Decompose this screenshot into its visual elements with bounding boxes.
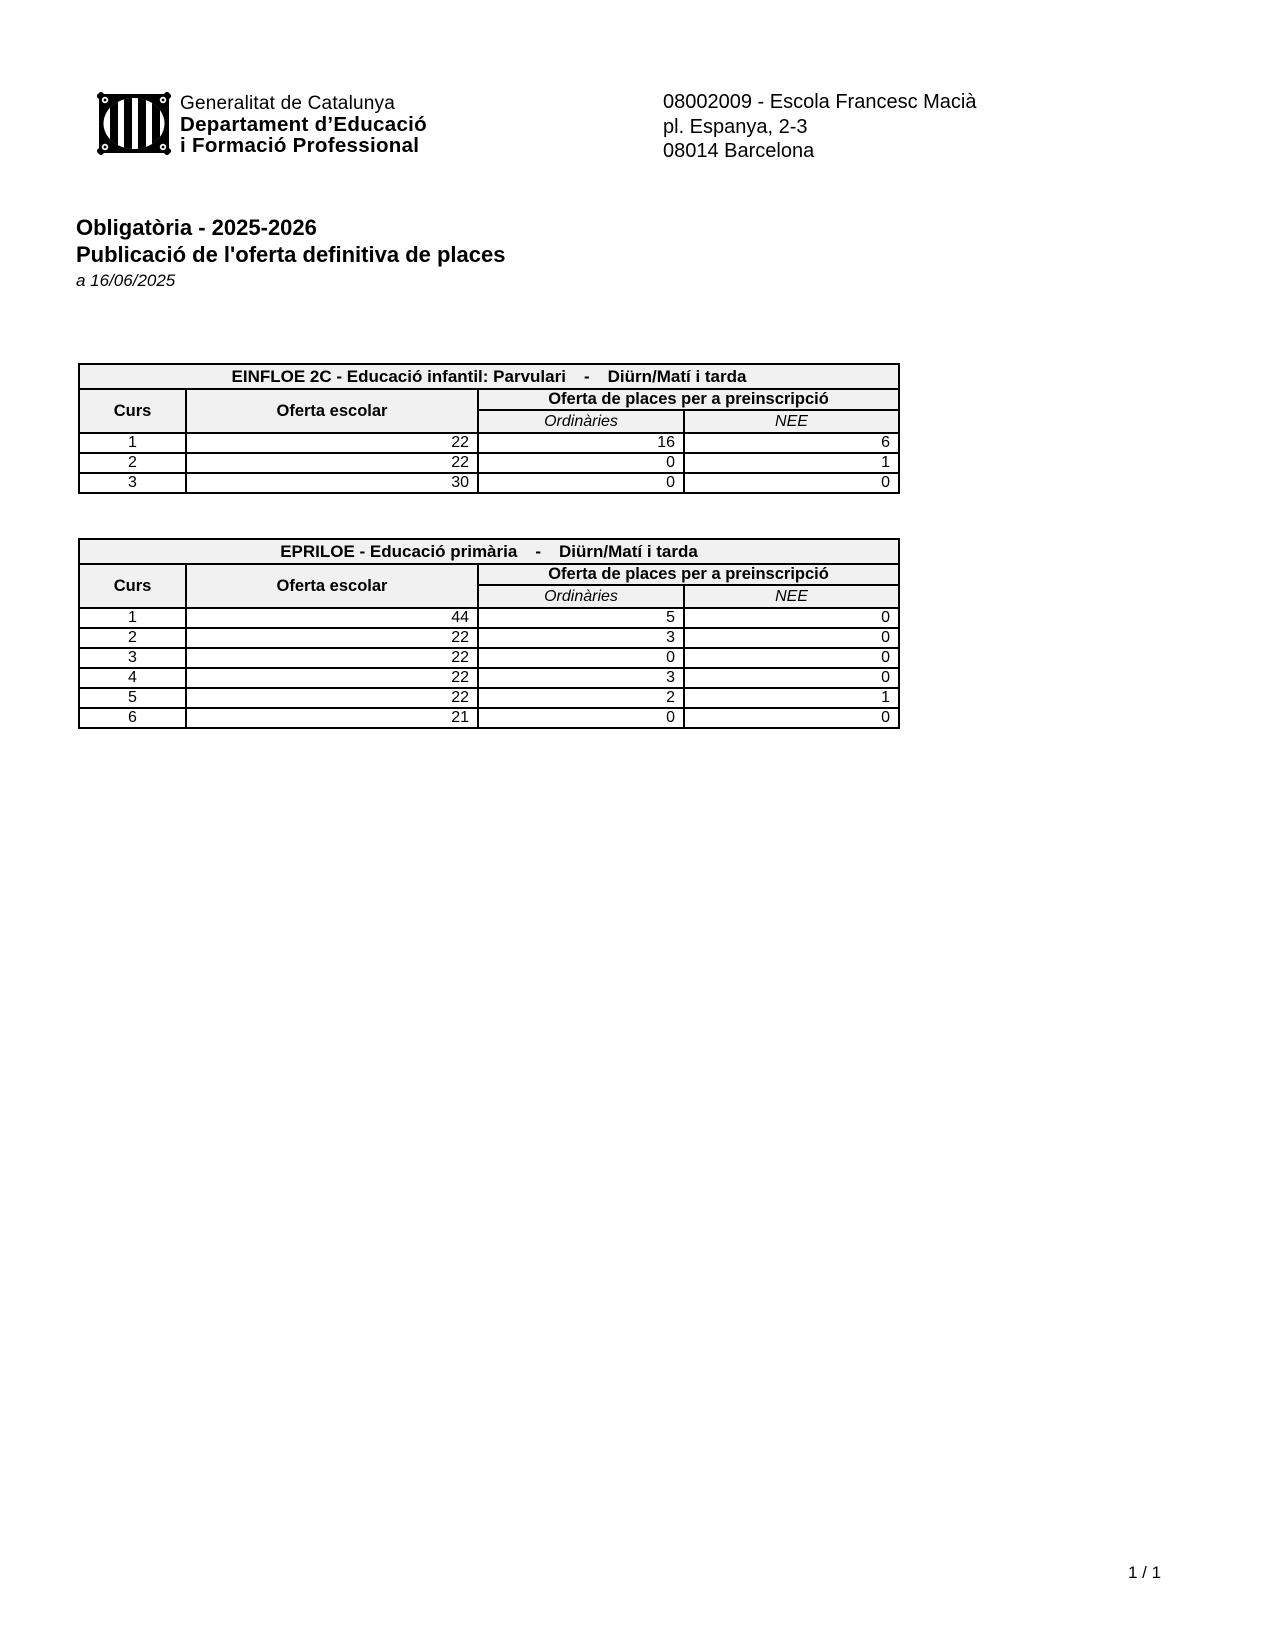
cell-oferta-escolar: 21 bbox=[186, 708, 478, 728]
cell-ordinaries: 16 bbox=[478, 433, 684, 453]
header-ordinaries: Ordinàries bbox=[478, 410, 684, 433]
cell-oferta-escolar: 30 bbox=[186, 473, 478, 493]
cell-nee: 1 bbox=[684, 688, 899, 708]
header-curs: Curs bbox=[79, 564, 186, 608]
cell-curs: 1 bbox=[79, 433, 186, 453]
cell-curs: 6 bbox=[79, 708, 186, 728]
cell-curs: 2 bbox=[79, 628, 186, 648]
table-title bbox=[79, 539, 899, 564]
cell-ordinaries: 5 bbox=[478, 608, 684, 628]
cell-curs: 3 bbox=[79, 473, 186, 493]
header-oferta-places: Oferta de places per a preinscripció bbox=[478, 564, 899, 585]
cell-curs: 2 bbox=[79, 453, 186, 473]
school-city: 08014 Barcelona bbox=[663, 140, 815, 162]
brand-header bbox=[97, 92, 427, 156]
cell-nee: 0 bbox=[684, 708, 899, 728]
cell-oferta-escolar: 22 bbox=[186, 648, 478, 668]
header-oferta-escolar: Oferta escolar bbox=[186, 389, 478, 433]
header-ordinaries: Ordinàries bbox=[478, 585, 684, 608]
cell-curs: 3 bbox=[79, 648, 186, 668]
table-row bbox=[79, 628, 899, 648]
brand-line-formacio: i Formació Professional bbox=[180, 134, 420, 158]
cell-nee: 1 bbox=[684, 453, 899, 473]
cell-oferta-escolar: 22 bbox=[186, 628, 478, 648]
table-header-row bbox=[79, 389, 899, 410]
cell-oferta-escolar: 22 bbox=[186, 668, 478, 688]
cell-nee: 0 bbox=[684, 608, 899, 628]
table-title-right: Diürn/Matí i tarda bbox=[558, 541, 698, 561]
document-title-block bbox=[76, 214, 505, 293]
cell-ordinaries: 3 bbox=[478, 628, 684, 648]
cell-nee: 6 bbox=[684, 433, 899, 453]
brand-line-generalitat: Generalitat de Catalunya bbox=[180, 93, 395, 114]
title-regime: Obligatòria - 2025-2026 bbox=[76, 215, 317, 240]
cell-nee: 0 bbox=[684, 628, 899, 648]
header-oferta-escolar: Oferta escolar bbox=[186, 564, 478, 608]
table-title-sep: - bbox=[583, 366, 590, 386]
table-row bbox=[79, 688, 899, 708]
table-title-left: EINFLOE 2C - Educació infantil: Parvulari bbox=[231, 366, 566, 386]
cell-ordinaries: 0 bbox=[478, 708, 684, 728]
cell-oferta-escolar: 44 bbox=[186, 608, 478, 628]
table-header-row bbox=[79, 564, 899, 585]
school-street: pl. Espanya, 2-3 bbox=[663, 115, 808, 138]
table-row bbox=[79, 453, 899, 473]
title-date: a 16/06/2025 bbox=[76, 271, 176, 290]
table-title-right: Diürn/Matí i tarda bbox=[607, 366, 747, 386]
cell-nee: 0 bbox=[684, 668, 899, 688]
header-nee: NEE bbox=[684, 585, 899, 608]
cell-oferta-escolar: 22 bbox=[186, 688, 478, 708]
table-eprilo bbox=[78, 538, 900, 729]
title-publication: Publicació de l'oferta definitiva de places bbox=[76, 242, 506, 267]
table-row bbox=[79, 608, 899, 628]
page-number: 1 / 1 bbox=[1128, 1563, 1162, 1582]
header-nee: NEE bbox=[684, 410, 899, 433]
table-title-left: EPRILOE - Educació primària bbox=[280, 541, 518, 561]
table-title bbox=[79, 364, 899, 389]
cell-oferta-escolar: 22 bbox=[186, 453, 478, 473]
cell-nee: 0 bbox=[684, 648, 899, 668]
table-title-row bbox=[79, 364, 899, 389]
school-name: 08002009 - Escola Francesc Macià bbox=[663, 91, 977, 113]
table-title-row bbox=[79, 539, 899, 564]
header-oferta-places: Oferta de places per a preinscripció bbox=[478, 389, 899, 410]
table-title-sep: - bbox=[535, 541, 541, 561]
generalitat-seal-icon bbox=[97, 92, 171, 155]
table-row bbox=[79, 708, 899, 728]
table-row bbox=[79, 433, 899, 453]
cell-curs: 5 bbox=[79, 688, 186, 708]
cell-ordinaries: 0 bbox=[478, 648, 684, 668]
cell-nee: 0 bbox=[684, 473, 899, 493]
brand-text bbox=[180, 92, 427, 156]
cell-oferta-escolar: 22 bbox=[186, 433, 478, 453]
cell-ordinaries: 2 bbox=[478, 688, 684, 708]
table-row bbox=[79, 668, 899, 688]
cell-ordinaries: 0 bbox=[478, 473, 684, 493]
cell-ordinaries: 0 bbox=[478, 453, 684, 473]
school-address bbox=[663, 90, 977, 164]
table-row bbox=[79, 648, 899, 668]
table-einfloe bbox=[78, 363, 900, 494]
cell-curs: 4 bbox=[79, 668, 186, 688]
header-curs: Curs bbox=[79, 389, 186, 433]
cell-ordinaries: 3 bbox=[478, 668, 684, 688]
brand-line-departament: Departament d’Educació bbox=[180, 112, 427, 136]
cell-curs: 1 bbox=[79, 608, 186, 628]
table-row bbox=[79, 473, 899, 493]
